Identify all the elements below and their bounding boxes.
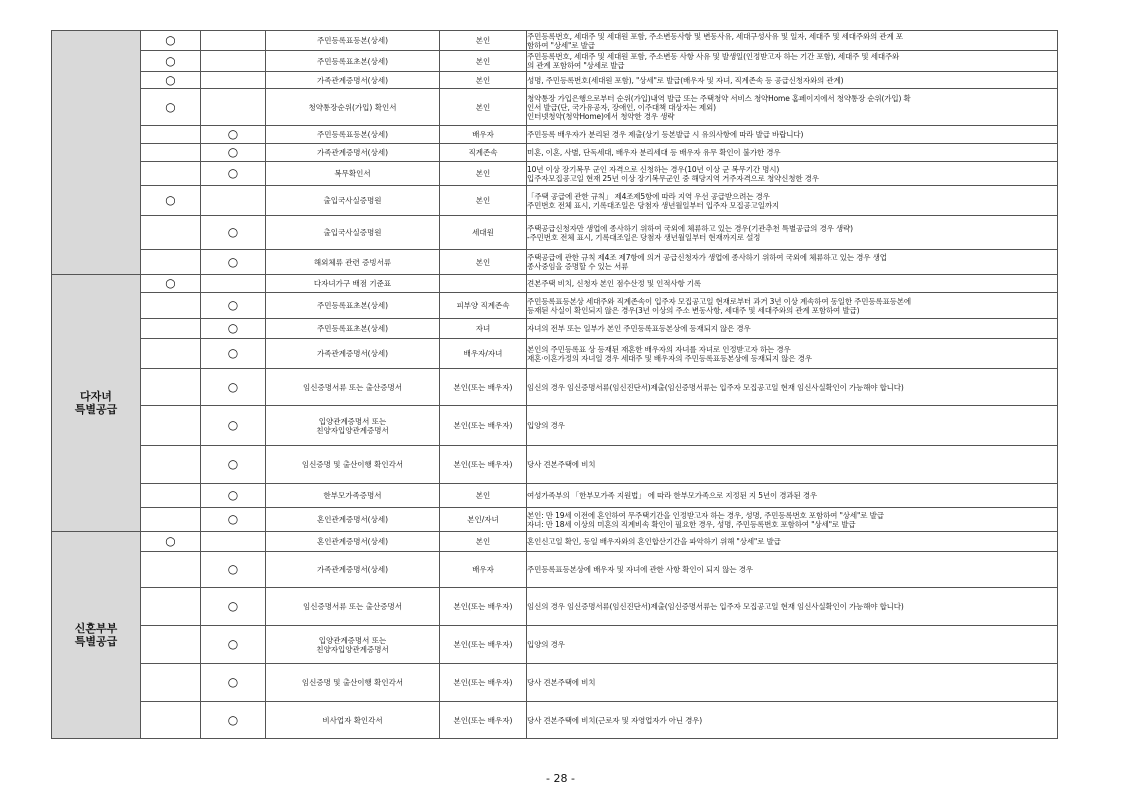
- check-mandatory: [141, 588, 201, 626]
- table-row: [52, 319, 1058, 339]
- check-optional: ○: [201, 293, 266, 319]
- notes: 혼인신고일 확인, 동일 배우자와의 혼인합산기간을 파악하기 위해 "상세"로 발급: [527, 532, 1058, 552]
- check-mandatory: ○: [141, 31, 201, 51]
- notes: 본인의 주민등록표 상 등재된 재혼한 배우자의 자녀를 자녀로 인정받고자 하는 경우 재혼·이혼가정의 자녀일 경우 세대주 및 배우자의 주민등록표등본상에 등재되지 않은 경우: [527, 339, 1058, 369]
- table-row: [52, 162, 1058, 186]
- issued-for: 배우자: [440, 552, 527, 588]
- check-optional: ○: [201, 626, 266, 664]
- table-row: [52, 532, 1058, 552]
- table-row: [52, 484, 1058, 508]
- check-optional: ○: [201, 162, 266, 186]
- table-row: [52, 552, 1058, 588]
- issued-for: 자녀: [440, 319, 527, 339]
- document-name: 한부모가족증명서: [266, 484, 440, 508]
- check-optional: [201, 51, 266, 72]
- notes: 당사 견본주택에 비치: [527, 446, 1058, 484]
- check-mandatory: [141, 484, 201, 508]
- notes: 성명, 주민등록번호(세대원 포함), "상세"로 발급(배우자 및 자녀, 직계존속 등 공급신청자와의 관계): [527, 72, 1058, 89]
- table-row: [52, 702, 1058, 739]
- issued-for: 본인: [440, 89, 527, 126]
- check-optional: ○: [201, 484, 266, 508]
- check-optional: ○: [201, 446, 266, 484]
- notes: 임신의 경우 임신증명서류(임신진단서)제출(임신증명서류는 입주자 모집공고일 현재 임신사실확인이 가능해야 합니다): [527, 588, 1058, 626]
- issued-for: 본인: [440, 532, 527, 552]
- notes: 「주택 공급에 관한 규칙」 제4조제5항에 따라 지역 우선 공급받으려는 경우 주민번호 전체 표시, 기록대조일은 당첨자 생년월일부터 입주자 모집공고일까지: [527, 186, 1058, 216]
- document-name: 가족관계증명서(상세): [266, 144, 440, 162]
- check-optional: [201, 31, 266, 51]
- issued-for: 본인(또는 배우자): [440, 406, 527, 446]
- table-row: [52, 186, 1058, 216]
- document-name: 주민등록표등본(상세): [266, 31, 440, 51]
- notes: 임신의 경우 임신증명서류(임신진단서)제출(임신증명서류는 입주자 모집공고일 현재 임신사실확인이 가능해야 합니다): [527, 369, 1058, 406]
- check-mandatory: [141, 216, 201, 250]
- notes: 당사 견본주택에 비치(근로자 및 자영업자가 아닌 경우): [527, 702, 1058, 739]
- issued-for: 본인: [440, 31, 527, 51]
- issued-for: 직계존속: [440, 144, 527, 162]
- document-name: 비사업자 확인각서: [266, 702, 440, 739]
- notes: 입양의 경우: [527, 626, 1058, 664]
- check-optional: [201, 72, 266, 89]
- document-name: 출입국사실증명원: [266, 216, 440, 250]
- issued-for: 본인(또는 배우자): [440, 369, 527, 406]
- document-name: 혼인관계증명서(상세): [266, 532, 440, 552]
- check-mandatory: [141, 702, 201, 739]
- check-optional: ○: [201, 339, 266, 369]
- table-row: [52, 275, 1058, 293]
- check-optional: ○: [201, 552, 266, 588]
- table-row: [52, 446, 1058, 484]
- issued-for: 본인: [440, 186, 527, 216]
- document-name: 입양관계증명서 또는 친양자입양관계증명서: [266, 406, 440, 446]
- document-name: 주민등록표초본(상세): [266, 319, 440, 339]
- issued-for: 본인(또는 배우자): [440, 664, 527, 702]
- issued-for: 세대원: [440, 216, 527, 250]
- check-mandatory: ○: [141, 186, 201, 216]
- document-name: 주민등록표등본(상세): [266, 126, 440, 144]
- document-name: 주민등록표초본(상세): [266, 293, 440, 319]
- notes: 주민등록 배우자가 분리된 경우 제출(상기 등본발급 시 유의사항에 따라 발급 바랍니다): [527, 126, 1058, 144]
- check-mandatory: ○: [141, 275, 201, 293]
- check-mandatory: [141, 250, 201, 275]
- table-row: [52, 72, 1058, 89]
- notes: 입양의 경우: [527, 406, 1058, 446]
- check-mandatory: ○: [141, 51, 201, 72]
- issued-for: 본인: [440, 162, 527, 186]
- document-name: 임신증명 및 출산이행 확인각서: [266, 664, 440, 702]
- table-row: [52, 89, 1058, 126]
- category-cell: 다자녀 특별공급: [52, 275, 141, 532]
- table-row: [52, 126, 1058, 144]
- table-row: [52, 369, 1058, 406]
- table-row: [52, 250, 1058, 275]
- table-row: [52, 508, 1058, 532]
- issued-for: 본인(또는 배우자): [440, 588, 527, 626]
- documents-table: [51, 30, 1058, 739]
- check-mandatory: [141, 144, 201, 162]
- issued-for: 본인/자녀: [440, 508, 527, 532]
- check-mandatory: ○: [141, 532, 201, 552]
- table-row: [52, 51, 1058, 72]
- check-optional: ○: [201, 216, 266, 250]
- table-row: [52, 339, 1058, 369]
- table-row: [52, 664, 1058, 702]
- notes: 주민등록표등본상 세대주와 직계존속이 입주자 모집공고일 현재로부터 과거 3년 이상 계속하여 동일한 주민등록표등본에 등재된 사실이 확인되지 않은 경우(3년 이상의 주소 변동사항, 세대주 및 세대주와의 관계 포함하여 발급): [527, 293, 1058, 319]
- check-mandatory: [141, 319, 201, 339]
- table-row: [52, 588, 1058, 626]
- check-mandatory: [141, 552, 201, 588]
- document-name: 입양관계증명서 또는 친양자입양관계증명서: [266, 626, 440, 664]
- check-mandatory: [141, 446, 201, 484]
- notes: 주민등록번호, 세대주 및 세대원 포함, 주소변동사항 및 변동사유, 세대구성사유 및 일자, 세대주 및 세대주와의 관계 포 함하여 "상세"로 발급: [527, 31, 1058, 51]
- check-mandatory: [141, 369, 201, 406]
- document-name: 가족관계증명서(상세): [266, 339, 440, 369]
- check-optional: ○: [201, 664, 266, 702]
- document-name: 청약통장순위(가입) 확인서: [266, 89, 440, 126]
- issued-for: 본인: [440, 484, 527, 508]
- check-mandatory: [141, 162, 201, 186]
- issued-for: 본인(또는 배우자): [440, 702, 527, 739]
- page-number: - 28 -: [546, 772, 575, 785]
- check-mandatory: ○: [141, 89, 201, 126]
- notes: 주택공급에 관한 규칙 제4조 제7항에 의거 공급신청자가 생업에 종사하기 위하여 국외에 체류하고 있는 경우 생업 종사중임을 증명할 수 있는 서류: [527, 250, 1058, 275]
- check-optional: ○: [201, 406, 266, 446]
- document-name: 임신증명 및 출산이행 확인각서: [266, 446, 440, 484]
- document-name: 임신증명서류 또는 출산증명서: [266, 369, 440, 406]
- table-row: [52, 293, 1058, 319]
- check-optional: ○: [201, 588, 266, 626]
- check-mandatory: [141, 293, 201, 319]
- notes: 미혼, 이혼, 사별, 단독세대, 배우자 분리세대 등 배우자 유무 확인이 불가한 경우: [527, 144, 1058, 162]
- check-mandatory: [141, 664, 201, 702]
- notes: 본인: 만 19세 이전에 혼인하여 무주택기간을 인정받고자 하는 경우, 성명, 주민등록번호 포함하여 "상세"로 발급 자녀: 만 18세 이상의 미혼의 직계비속 확인이 필요한 경우, 성명, 주민등록번호 포함하여 "상세"로 발급: [527, 508, 1058, 532]
- notes: 여성가족부의 「한부모가족 지원법」 에 따라 한부모가족으로 지정된 지 5년이 경과된 경우: [527, 484, 1058, 508]
- check-optional: [201, 89, 266, 126]
- notes: 주민등록표등본상에 배우자 및 자녀에 관한 사항 확인이 되지 않는 경우: [527, 552, 1058, 588]
- document-name: 가족관계증명서(상세): [266, 72, 440, 89]
- notes: 주민등록번호, 세대주 및 세대원 포함, 주소변동 사항 사유 및 발생일(인정받고자 하는 기간 포함), 세대주 및 세대주와 의 관계 포함하여 "상세로 발급: [527, 51, 1058, 72]
- document-name: 주민등록표초본(상세): [266, 51, 440, 72]
- check-optional: ○: [201, 369, 266, 406]
- check-optional: [201, 186, 266, 216]
- category-cell: 신혼부부 특별공급: [52, 532, 141, 739]
- document-name: 혼인관계증명서(상세): [266, 508, 440, 532]
- issued-for: 본인(또는 배우자): [440, 626, 527, 664]
- check-optional: ○: [201, 508, 266, 532]
- issued-for: 본인: [440, 51, 527, 72]
- table-row: [52, 626, 1058, 664]
- document-name: 임신증명서류 또는 출산증명서: [266, 588, 440, 626]
- check-optional: ○: [201, 319, 266, 339]
- issued-for: [440, 275, 527, 293]
- notes: 견본주택 비치, 신청자 본인 점수산정 및 인적사항 기록: [527, 275, 1058, 293]
- table-row: [52, 406, 1058, 446]
- check-optional: [201, 532, 266, 552]
- issued-for: 본인(또는 배우자): [440, 446, 527, 484]
- check-mandatory: [141, 126, 201, 144]
- issued-for: 본인: [440, 72, 527, 89]
- table-row: [52, 31, 1058, 51]
- table-row: [52, 144, 1058, 162]
- issued-for: 배우자/자녀: [440, 339, 527, 369]
- document-name: 복무확인서: [266, 162, 440, 186]
- document-name: 다자녀가구 배점 기준표: [266, 275, 440, 293]
- document-name: 출입국사실증명원: [266, 186, 440, 216]
- issued-for: 피부양 직계존속: [440, 293, 527, 319]
- issued-for: 배우자: [440, 126, 527, 144]
- check-optional: ○: [201, 126, 266, 144]
- document-name: 해외체류 관련 증빙서류: [266, 250, 440, 275]
- document-name: 가족관계증명서(상세): [266, 552, 440, 588]
- notes: 당사 견본주택에 비치: [527, 664, 1058, 702]
- check-mandatory: [141, 406, 201, 446]
- category-cell: [52, 31, 141, 275]
- check-mandatory: [141, 626, 201, 664]
- check-mandatory: [141, 339, 201, 369]
- notes: 청약통장 가입은행으로부터 순위(가입)내역 발급 또는 주택청약 서비스 청약Home 홈페이지에서 청약통장 순위(가입) 확 인서 발급(단, 국가유공자, 장애인, 이주대책 대상자는 제외) 인터넷청약(청약Home)에서 청약한 경우 생략: [527, 89, 1058, 126]
- check-optional: ○: [201, 144, 266, 162]
- issued-for: 본인: [440, 250, 527, 275]
- check-optional: ○: [201, 702, 266, 739]
- check-mandatory: ○: [141, 72, 201, 89]
- notes: 10년 이상 장기복무 군인 자격으로 신청하는 경우(10년 이상 군 복무기간 명시) 입주자모집공고일 현재 25년 이상 장기복무군인 중 해당지역 거주자격으로 청약신청한 경우: [527, 162, 1058, 186]
- notes: 주택공급신청자만 생업에 종사하기 위하여 국외에 체류하고 있는 경우(기관추천 특별공급의 경우 생략) -주민번호 전체 표시, 기록대조일은 당첨자 생년월일부터 현재까지로 설정: [527, 216, 1058, 250]
- notes: 자녀의 전부 또는 일부가 본인 주민등록표등본상에 등재되지 않은 경우: [527, 319, 1058, 339]
- check-optional: ○: [201, 250, 266, 275]
- check-optional: [201, 275, 266, 293]
- check-mandatory: [141, 508, 201, 532]
- table-row: [52, 216, 1058, 250]
